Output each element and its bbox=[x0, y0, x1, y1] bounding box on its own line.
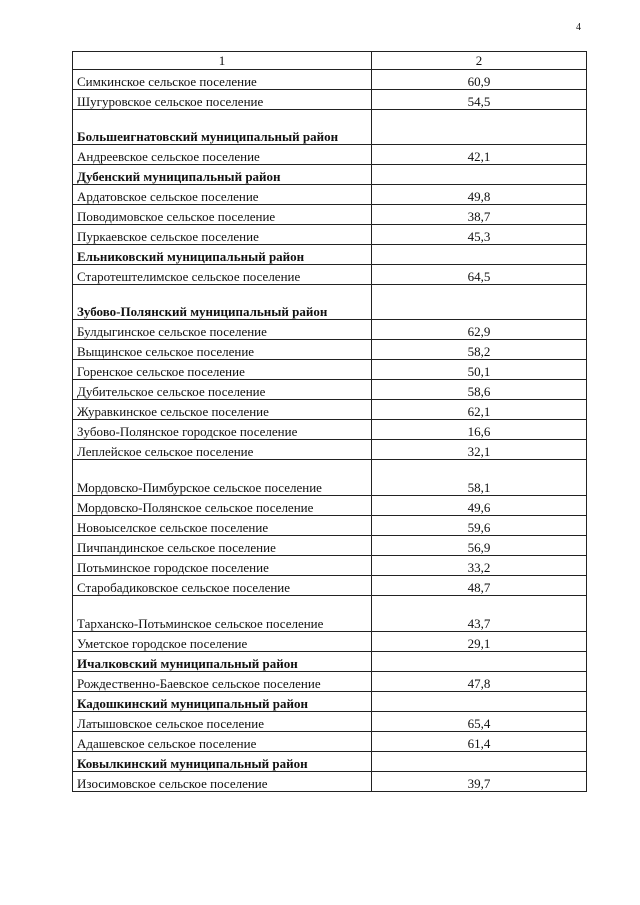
column-header: 1 bbox=[73, 52, 372, 70]
table-row bbox=[73, 380, 587, 400]
value-cell: 58,2 bbox=[372, 340, 587, 360]
settlement-name: Пичпандинское сельское поселение bbox=[73, 536, 372, 556]
table-row bbox=[73, 772, 587, 792]
value-cell bbox=[372, 285, 587, 320]
settlement-name: Пуркаевское сельское поселение bbox=[73, 225, 372, 245]
value-cell: 64,5 bbox=[372, 265, 587, 285]
table-header-row bbox=[73, 52, 587, 70]
settlement-name: Андреевское сельское поселение bbox=[73, 145, 372, 165]
value-cell: 56,9 bbox=[372, 536, 587, 556]
settlement-name: Адашевское сельское поселение bbox=[73, 732, 372, 752]
table-row bbox=[73, 732, 587, 752]
value-cell: 29,1 bbox=[372, 632, 587, 652]
value-cell: 16,6 bbox=[372, 420, 587, 440]
district-name: Большеигнатовский муниципальный район bbox=[73, 110, 372, 145]
table-row bbox=[73, 90, 587, 110]
district-row bbox=[73, 245, 587, 265]
value-cell: 33,2 bbox=[372, 556, 587, 576]
value-cell: 43,7 bbox=[372, 596, 587, 632]
settlement-name: Симкинское сельское поселение bbox=[73, 70, 372, 90]
table-row bbox=[73, 460, 587, 496]
settlement-name: Журавкинское сельское поселение bbox=[73, 400, 372, 420]
table-row bbox=[73, 596, 587, 632]
value-cell: 49,8 bbox=[372, 185, 587, 205]
settlement-name: Шугуровское сельское поселение bbox=[73, 90, 372, 110]
table-row bbox=[73, 420, 587, 440]
district-name: Ковылкинский муниципальный район bbox=[73, 752, 372, 772]
value-cell: 54,5 bbox=[372, 90, 587, 110]
value-cell: 58,6 bbox=[372, 380, 587, 400]
table-row bbox=[73, 516, 587, 536]
table-row bbox=[73, 400, 587, 420]
settlement-name: Латышовское сельское поселение bbox=[73, 712, 372, 732]
table-row bbox=[73, 360, 587, 380]
table-row bbox=[73, 70, 587, 90]
value-cell: 61,4 bbox=[372, 732, 587, 752]
table-row bbox=[73, 320, 587, 340]
table-row bbox=[73, 225, 587, 245]
settlement-name: Изосимовское сельское поселение bbox=[73, 772, 372, 792]
table-row bbox=[73, 712, 587, 732]
table-row bbox=[73, 440, 587, 460]
district-row bbox=[73, 110, 587, 145]
settlement-name: Уметское городское поселение bbox=[73, 632, 372, 652]
value-cell: 48,7 bbox=[372, 576, 587, 596]
value-cell: 38,7 bbox=[372, 205, 587, 225]
value-cell: 59,6 bbox=[372, 516, 587, 536]
table-row bbox=[73, 536, 587, 556]
table-row bbox=[73, 672, 587, 692]
settlement-name: Старобадиковское сельское поселение bbox=[73, 576, 372, 596]
data-table bbox=[72, 51, 587, 792]
value-cell: 65,4 bbox=[372, 712, 587, 732]
district-row bbox=[73, 165, 587, 185]
table-row bbox=[73, 556, 587, 576]
settlement-name: Рождественно-Баевское сельское поселение bbox=[73, 672, 372, 692]
table-row bbox=[73, 185, 587, 205]
value-cell: 39,7 bbox=[372, 772, 587, 792]
value-cell: 58,1 bbox=[372, 460, 587, 496]
value-cell: 50,1 bbox=[372, 360, 587, 380]
district-name: Дубенский муниципальный район bbox=[73, 165, 372, 185]
settlement-name: Мордовско-Пимбурское сельское поселение bbox=[73, 460, 372, 496]
table-row bbox=[73, 205, 587, 225]
value-cell: 62,9 bbox=[372, 320, 587, 340]
value-cell bbox=[372, 245, 587, 265]
table-row bbox=[73, 265, 587, 285]
settlement-name: Выщинское сельское поселение bbox=[73, 340, 372, 360]
settlement-name: Мордовско-Полянское сельское поселение bbox=[73, 496, 372, 516]
settlement-name: Тарханско-Потьминское сельское поселение bbox=[73, 596, 372, 632]
settlement-name: Поводимовское сельское поселение bbox=[73, 205, 372, 225]
settlement-name: Потьминское городское поселение bbox=[73, 556, 372, 576]
table-row bbox=[73, 576, 587, 596]
district-row bbox=[73, 692, 587, 712]
value-cell bbox=[372, 692, 587, 712]
settlement-name: Новоыселское сельское поселение bbox=[73, 516, 372, 536]
district-name: Ельниковский муниципальный район bbox=[73, 245, 372, 265]
settlement-name: Горенское сельское поселение bbox=[73, 360, 372, 380]
value-cell: 62,1 bbox=[372, 400, 587, 420]
page-number: 4 bbox=[576, 22, 581, 33]
value-cell: 45,3 bbox=[372, 225, 587, 245]
table-row bbox=[73, 632, 587, 652]
value-cell bbox=[372, 165, 587, 185]
settlement-name: Зубово-Полянское городское поселение bbox=[73, 420, 372, 440]
value-cell bbox=[372, 110, 587, 145]
settlement-name: Старотештелимское сельское поселение bbox=[73, 265, 372, 285]
table-row bbox=[73, 496, 587, 516]
district-row bbox=[73, 285, 587, 320]
district-name: Зубово-Полянский муниципальный район bbox=[73, 285, 372, 320]
value-cell: 32,1 bbox=[372, 440, 587, 460]
value-cell: 60,9 bbox=[372, 70, 587, 90]
district-row bbox=[73, 752, 587, 772]
table-row bbox=[73, 340, 587, 360]
value-cell bbox=[372, 752, 587, 772]
value-cell: 42,1 bbox=[372, 145, 587, 165]
settlement-name: Булдыгинское сельское поселение bbox=[73, 320, 372, 340]
column-header: 2 bbox=[372, 52, 587, 70]
settlement-name: Ардатовское сельское поселение bbox=[73, 185, 372, 205]
district-name: Кадошкинский муниципальный район bbox=[73, 692, 372, 712]
district-row bbox=[73, 652, 587, 672]
settlement-name: Леплейское сельское поселение bbox=[73, 440, 372, 460]
value-cell bbox=[372, 652, 587, 672]
district-name: Ичалковский муниципальный район bbox=[73, 652, 372, 672]
table-row bbox=[73, 145, 587, 165]
settlement-name: Дубительское сельское поселение bbox=[73, 380, 372, 400]
value-cell: 47,8 bbox=[372, 672, 587, 692]
value-cell: 49,6 bbox=[372, 496, 587, 516]
